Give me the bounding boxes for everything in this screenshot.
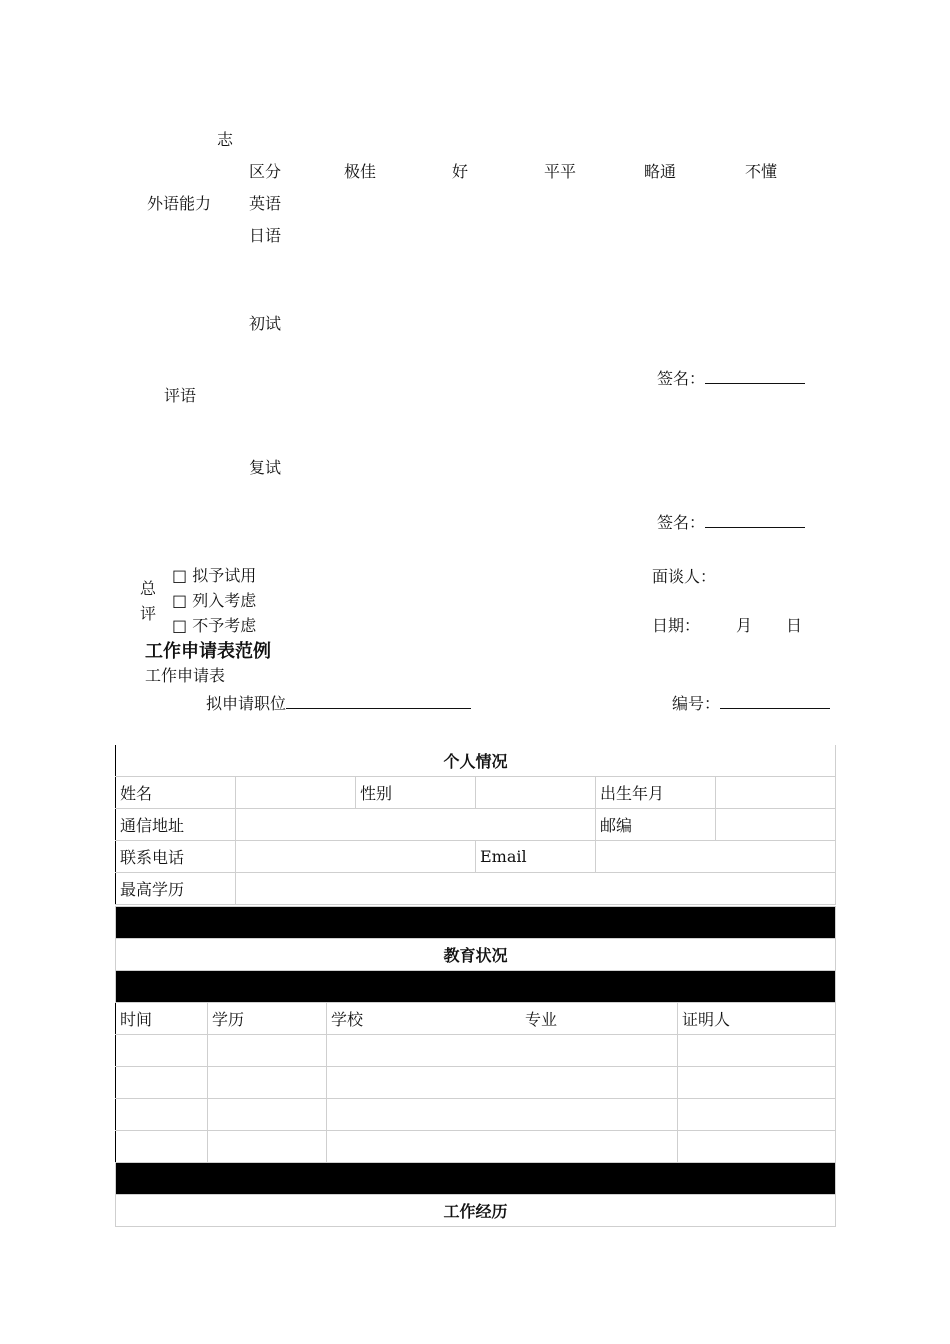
col-major: 专业 (525, 1010, 558, 1029)
overall-label-1: 总 (140, 579, 157, 598)
signature-line (705, 383, 805, 384)
postcode-field[interactable] (716, 809, 836, 841)
position-label: 拟申请职位 (206, 694, 287, 713)
signature-line (705, 527, 805, 528)
section-divider (116, 1163, 836, 1195)
table-row (116, 1131, 836, 1163)
section-divider (116, 907, 836, 939)
name-label: 姓名 (116, 777, 236, 809)
phone-field[interactable] (236, 841, 476, 873)
language-header-category: 区分 (249, 162, 282, 181)
col-school: 学校 (331, 1010, 364, 1029)
education-level-label: 最高学历 (116, 873, 236, 905)
email-field[interactable] (596, 841, 836, 873)
birth-label: 出生年月 (596, 777, 716, 809)
option-trial[interactable]: □ 拟予试用 (172, 566, 257, 585)
email-label: Email (476, 841, 596, 873)
language-row-japanese: 日语 (249, 226, 282, 245)
overall-label-2: 评 (140, 604, 157, 623)
col-degree: 学历 (208, 1003, 327, 1035)
name-field[interactable] (236, 777, 356, 809)
address-field[interactable] (236, 809, 596, 841)
postcode-label: 邮编 (596, 809, 716, 841)
gender-label: 性别 (356, 777, 476, 809)
first-signature (657, 371, 805, 387)
language-section-label: 外语能力 (147, 194, 212, 213)
birth-field[interactable] (716, 777, 836, 809)
address-label: 通信地址 (116, 809, 236, 841)
position-row (206, 696, 471, 712)
date-month: 月 (736, 616, 753, 635)
personal-heading: 个人情况 (116, 745, 836, 777)
form-subtitle: 工作申请表 (145, 666, 226, 685)
col-school-major (327, 1003, 678, 1035)
language-header-average: 平平 (544, 162, 577, 181)
education-table (115, 906, 836, 1227)
col-reference: 证明人 (678, 1003, 836, 1035)
phone-label: 联系电话 (116, 841, 236, 873)
date-day: 日 (786, 616, 803, 635)
second-signature (657, 515, 805, 531)
signature-label: 签名： (657, 513, 706, 532)
language-row-english: 英语 (249, 194, 282, 213)
table-row (116, 1099, 836, 1131)
section-divider (116, 971, 836, 1003)
date-label: 日期： (652, 616, 701, 635)
position-input[interactable] (286, 708, 471, 709)
zhi-char: 志 (217, 130, 234, 149)
number-label: 编号： (672, 694, 721, 713)
language-header-good: 好 (452, 162, 469, 181)
signature-label: 签名： (657, 369, 706, 388)
language-header-none: 不懂 (745, 162, 778, 181)
language-header-excellent: 极佳 (344, 162, 377, 181)
second-interview-label: 复试 (249, 458, 282, 477)
gender-field[interactable] (476, 777, 596, 809)
col-time: 时间 (116, 1003, 208, 1035)
form-title: 工作申请表范例 (145, 641, 271, 662)
work-heading: 工作经历 (116, 1195, 836, 1227)
table-row (116, 1067, 836, 1099)
personal-info-table (115, 745, 836, 905)
option-consider[interactable]: □ 列入考虑 (172, 591, 257, 610)
interviewer-label: 面谈人： (652, 567, 717, 586)
option-reject[interactable]: □ 不予考虑 (172, 616, 257, 635)
education-heading: 教育状况 (116, 939, 836, 971)
education-level-field[interactable] (236, 873, 836, 905)
number-input[interactable] (720, 708, 830, 709)
number-row (672, 696, 830, 712)
remarks-section-label: 评语 (164, 386, 197, 405)
table-row (116, 1035, 836, 1067)
first-interview-label: 初试 (249, 314, 282, 333)
language-header-basic: 略通 (644, 162, 677, 181)
